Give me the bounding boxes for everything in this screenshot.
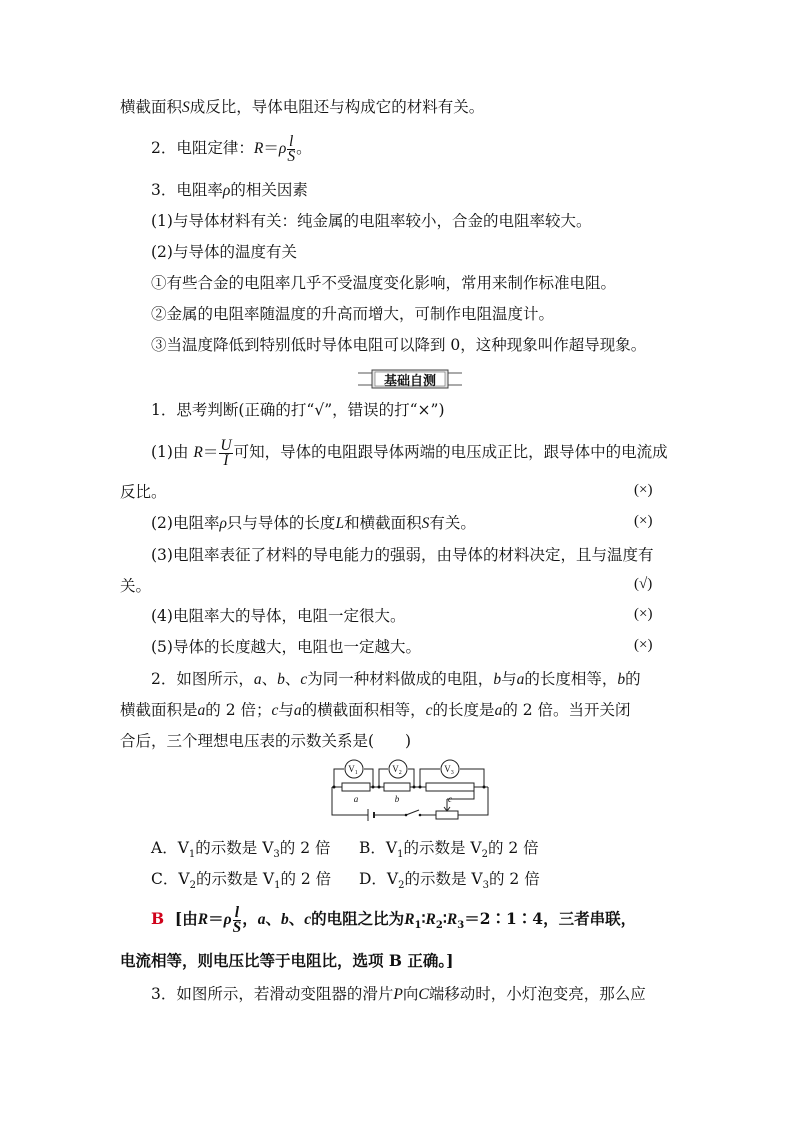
judgement-mark: (×) xyxy=(634,606,653,622)
judgement-mark: (√) xyxy=(634,576,653,592)
text: 和横截面积 xyxy=(344,514,422,532)
text: 的横截面积相等， xyxy=(301,701,426,719)
subscript: 3 xyxy=(457,920,465,932)
subscript: 1 xyxy=(188,849,196,861)
text: 横截面积 xyxy=(120,98,183,116)
text: ＝ xyxy=(263,139,279,157)
judgement-mark: (×) xyxy=(634,637,653,653)
factor-line: ①有些合金的电阻率几乎不受温度变化影响，常用来制作标准电阻。 xyxy=(151,274,617,292)
factor-line: ②金属的电阻率随温度的升高而增大，可制作电阻温度计。 xyxy=(151,305,555,323)
var-S: S xyxy=(182,99,190,116)
badge-label: 基础自测 xyxy=(383,374,436,389)
denominator: I xyxy=(223,451,229,469)
q1-item3-cont: 关。 xyxy=(120,577,152,595)
q3-line1 xyxy=(151,984,646,1005)
text: (1)由 xyxy=(151,443,194,461)
var-R: R xyxy=(193,444,203,461)
var: c xyxy=(271,702,279,719)
var-rho: ρ xyxy=(278,140,287,157)
text: ＝ xyxy=(202,443,219,461)
text: 与 xyxy=(501,670,517,688)
text: 、 xyxy=(284,670,301,688)
text: 的示数是 V xyxy=(403,839,482,857)
text: 只与导体的长度 xyxy=(226,514,336,532)
var: a xyxy=(253,671,262,688)
q2-line3: 合后，三个理想电压表的示数关系是( ) xyxy=(120,732,412,750)
text: 的 2 倍； xyxy=(205,701,272,719)
var-R: R xyxy=(425,911,436,928)
text: 的示数是 V xyxy=(195,839,274,857)
q2-line1 xyxy=(151,669,641,690)
subscript: 2 xyxy=(398,770,402,776)
var-rho: ρ xyxy=(223,911,232,928)
var: b xyxy=(493,671,502,688)
text: A．V xyxy=(151,839,189,857)
option-d[interactable] xyxy=(359,869,540,896)
text: 的 xyxy=(625,670,641,688)
option-c[interactable] xyxy=(151,869,331,896)
subscript: 2 xyxy=(398,880,405,892)
var: c xyxy=(425,702,433,719)
fraction xyxy=(232,903,242,936)
q1-item1 xyxy=(151,437,668,468)
denominator: S xyxy=(232,918,242,936)
var-R: R xyxy=(253,140,264,157)
var-R: R xyxy=(197,911,209,928)
numerator: l xyxy=(289,132,294,150)
text: 的 2 倍 xyxy=(279,839,331,857)
text: 、 xyxy=(265,909,282,928)
text: 横截面积是 xyxy=(120,701,198,719)
text: 的示数是 V xyxy=(404,870,483,888)
text: ＝2∶1∶4，三者串联， xyxy=(464,909,637,928)
text: D．V xyxy=(359,870,399,888)
answer-line-2: 电流相等，则电压比等于电阻比，选项 B 正确。] xyxy=(120,951,454,970)
text: ＝ xyxy=(208,909,224,928)
var: a xyxy=(494,702,503,719)
text: 成反比，导体电阻还与构成它的材料有关。 xyxy=(189,98,485,116)
answer-line xyxy=(151,904,636,941)
circuit-diagram xyxy=(328,757,494,827)
subscript: 2 xyxy=(435,920,443,932)
text: 3．电阻率 xyxy=(151,181,223,199)
denominator: S xyxy=(287,147,296,165)
voltmeter-label: V xyxy=(392,764,399,774)
text: 的 2 倍 xyxy=(487,839,539,857)
resistor-label: b xyxy=(394,794,400,804)
var: a xyxy=(516,671,525,688)
var: c xyxy=(304,911,312,928)
text: 有关。 xyxy=(429,514,476,532)
numerator: l xyxy=(233,906,242,921)
text: 、 xyxy=(288,909,305,928)
var: b xyxy=(617,671,626,688)
subscript: 2 xyxy=(481,849,488,861)
q1-item3: (3)电阻率表征了材料的导电能力的强弱，由导体的材料决定，且与温度有 xyxy=(151,546,654,564)
var: b xyxy=(277,671,285,688)
q1-item2 xyxy=(151,513,476,534)
judgement-mark: (×) xyxy=(634,482,653,498)
resistor-c xyxy=(426,783,474,791)
var-rho: ρ xyxy=(219,515,227,532)
text: 的电阻之比为 xyxy=(311,909,405,928)
voltmeter-label: V xyxy=(444,764,451,774)
resistor-a xyxy=(342,783,370,791)
resistor-label: a xyxy=(353,794,359,804)
factor-line: (2)与导体的温度有关 xyxy=(151,243,297,261)
text: 2．如图所示， xyxy=(151,670,254,688)
option-b[interactable] xyxy=(359,838,539,865)
text: 的示数是 V xyxy=(195,870,275,888)
var-L: L xyxy=(335,515,345,532)
subscript: 1 xyxy=(354,770,358,776)
q1-item5: (5)导体的长度越大，电阻也一定越大。 xyxy=(151,638,421,656)
factors-heading xyxy=(151,180,308,201)
answer-letter: B xyxy=(151,909,165,928)
text: ∶ xyxy=(421,909,426,928)
subscript: 2 xyxy=(189,880,196,892)
var-S: S xyxy=(421,515,430,532)
var-C: C xyxy=(418,986,429,1003)
var: c xyxy=(300,671,308,688)
var-R: R xyxy=(446,911,458,928)
text: 可知，导体的电阻跟导体两端的电压成正比，跟导体中的电流成 xyxy=(233,443,668,461)
subscript: 3 xyxy=(450,770,454,776)
numerator: U xyxy=(220,436,232,454)
var-R: R xyxy=(404,911,415,928)
var: a xyxy=(197,702,206,719)
subscript: 1 xyxy=(414,920,422,932)
resistor-label: c xyxy=(448,794,452,804)
switch xyxy=(406,810,419,815)
text: 的 2 倍 xyxy=(280,870,332,888)
option-a[interactable] xyxy=(151,838,330,865)
text: 与 xyxy=(278,701,294,719)
section-badge xyxy=(358,368,462,390)
var: a xyxy=(293,702,302,719)
text: 2．电阻定律： xyxy=(151,139,254,157)
factor-line: (1)与导体材料有关：纯金属的电阻率较小，合金的电阻率较大。 xyxy=(151,212,592,230)
subscript: 1 xyxy=(397,849,404,861)
text: 的长度是 xyxy=(432,701,495,719)
text: 向 xyxy=(402,985,419,1003)
subscript: 3 xyxy=(273,849,280,861)
text: 的长度相等， xyxy=(524,670,618,688)
factor-line: ③当温度降低到特别低时导体电阻可以降到 0，这种现象叫作超导现象。 xyxy=(151,336,647,354)
resistor-b xyxy=(384,783,410,791)
subscript: 1 xyxy=(274,880,281,892)
text: 的相关因素 xyxy=(230,181,308,199)
text: 的 2 倍 xyxy=(489,870,540,888)
voltmeter-label: V xyxy=(348,764,355,774)
paragraph-line xyxy=(120,97,484,118)
text: 端移动时，小灯泡变亮，那么应 xyxy=(428,985,646,1003)
text: ∶ xyxy=(442,909,447,928)
text: [由 xyxy=(174,909,198,928)
text: 。 xyxy=(296,139,312,157)
text: 、 xyxy=(261,670,278,688)
q1-item1-cont: 反比。 xyxy=(120,483,167,501)
q1-title: 1．思考判断(正确的打“√”，错误的打“×”) xyxy=(151,401,445,419)
var: b xyxy=(281,911,289,928)
rheostat xyxy=(436,811,458,819)
var-rho: ρ xyxy=(222,182,231,199)
judgement-mark: (×) xyxy=(634,513,653,529)
text: 为同一种材料做成的电阻， xyxy=(307,670,494,688)
resistance-law xyxy=(151,133,312,164)
var: a xyxy=(257,911,266,928)
text: ， xyxy=(242,909,258,928)
text: C．V xyxy=(151,870,190,888)
fraction xyxy=(287,132,296,165)
text: (2)电阻率 xyxy=(151,514,220,532)
q1-item4: (4)电阻率大的导体，电阻一定很大。 xyxy=(151,607,406,625)
subscript: 3 xyxy=(482,880,489,892)
q2-line2 xyxy=(120,700,631,721)
text: B．V xyxy=(359,839,398,857)
text: 3．如图所示，若滑动变阻器的滑片 xyxy=(151,985,394,1003)
var-P: P xyxy=(393,986,403,1003)
fraction xyxy=(219,436,232,469)
text: 的 2 倍。当开关闭 xyxy=(502,701,631,719)
